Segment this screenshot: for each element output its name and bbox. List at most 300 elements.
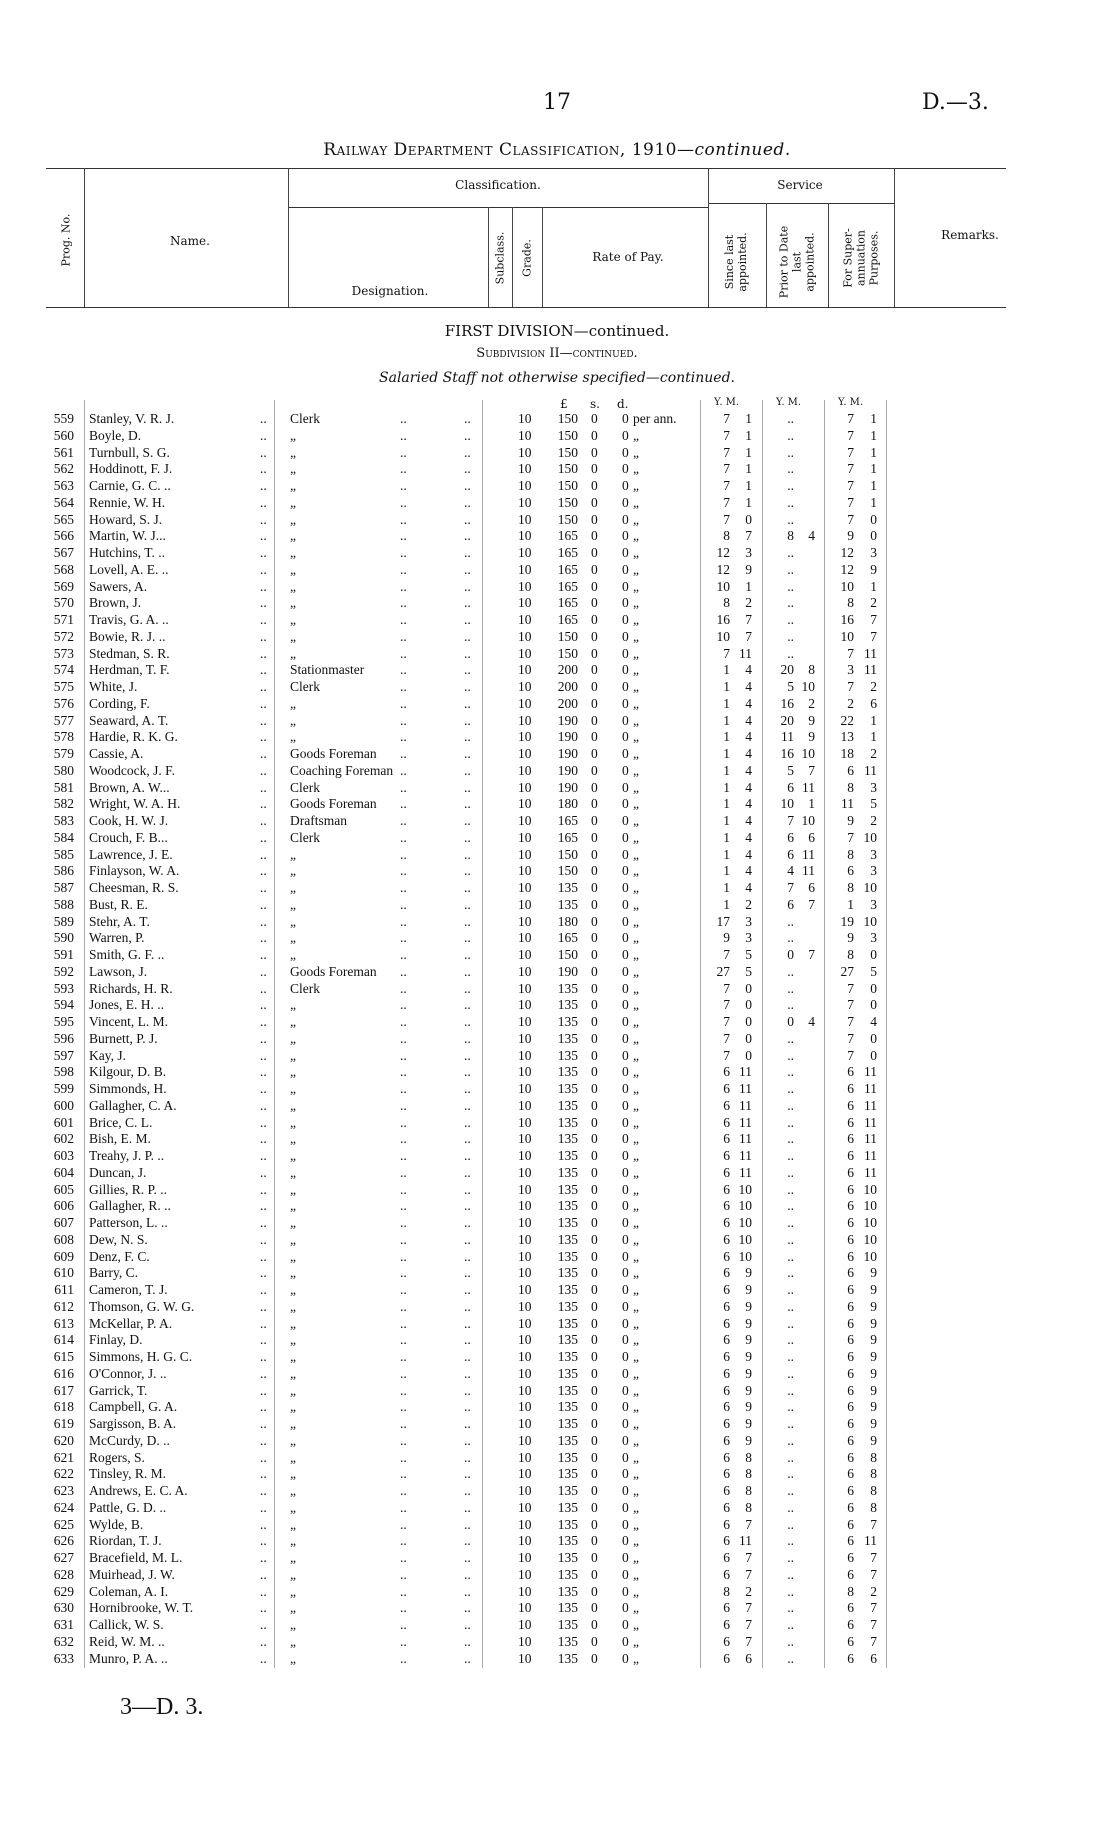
dot-leader: .. <box>260 679 267 694</box>
grade: 10 <box>518 1164 532 1180</box>
rate-pence: 0 <box>622 762 629 778</box>
designation: „ <box>290 561 296 577</box>
prog-no: 624 <box>53 1499 74 1515</box>
prior-years: .. <box>787 1349 794 1364</box>
staff-name: Munro, P. A. .. <box>89 1650 168 1666</box>
prior-years: .. <box>787 1231 794 1247</box>
rate-shillings: 0 <box>591 863 598 879</box>
grade: 10 <box>518 662 532 678</box>
staff-name: Hoddinott, F. J. <box>89 461 173 477</box>
col-subclass: Subclass. <box>493 231 507 285</box>
rate-shillings: 0 <box>591 1164 598 1180</box>
staff-name: Barry, C. <box>89 1265 138 1281</box>
table-row <box>0 1450 1114 1467</box>
since-months: 2 <box>745 896 752 912</box>
dot-leader: .. <box>464 863 471 879</box>
rate-pence: 0 <box>622 1047 629 1063</box>
grade: 10 <box>518 628 532 644</box>
dot-leader: .. <box>400 545 407 560</box>
dot-leader: .. <box>400 494 407 510</box>
staff-name: O'Connor, J. .. <box>89 1365 167 1381</box>
prior-months: 7 <box>808 762 815 778</box>
rate-pence: 0 <box>622 863 629 879</box>
grade: 10 <box>518 980 532 996</box>
dot-leader: .. <box>400 880 407 895</box>
super-months: 0 <box>870 947 877 962</box>
super-years: 19 <box>840 913 854 929</box>
rate-pence: 0 <box>622 1282 629 1297</box>
since-months: 9 <box>745 1432 752 1448</box>
dot-leader: .. <box>400 1030 407 1046</box>
rate-pounds: 135 <box>557 1466 578 1482</box>
since-years: 7 <box>723 997 730 1013</box>
super-months: 9 <box>870 1399 877 1415</box>
dot-leader: .. <box>400 980 407 996</box>
since-years: 1 <box>723 695 730 711</box>
staff-name: Herdman, T. F. <box>89 662 170 678</box>
rate-period: „ <box>633 1432 639 1448</box>
rate-period: „ <box>633 528 639 544</box>
rate-period: „ <box>633 1131 639 1147</box>
staff-name: Howard, S. J. <box>89 511 163 527</box>
prior-years: .. <box>787 930 794 946</box>
dot-leader: .. <box>400 1081 407 1096</box>
rate-shillings: 0 <box>591 1550 598 1565</box>
super-months: 7 <box>870 612 877 627</box>
staff-name: Lovell, A. E. .. <box>89 561 169 577</box>
super-months: 2 <box>870 813 877 828</box>
super-years: 7 <box>847 427 854 443</box>
dot-leader: .. <box>400 863 407 879</box>
prog-no: 625 <box>53 1516 74 1532</box>
super-years: 6 <box>847 1064 854 1080</box>
table-row <box>0 595 1114 612</box>
prog-no: 622 <box>53 1466 74 1482</box>
since-months: 10 <box>738 1231 752 1247</box>
dot-leader: .. <box>260 1014 267 1029</box>
since-months: 8 <box>745 1466 752 1482</box>
since-years: 6 <box>723 1298 730 1314</box>
dot-leader: .. <box>260 461 267 477</box>
super-years: 6 <box>847 762 854 778</box>
since-months: 10 <box>738 1198 752 1214</box>
staff-name: Simmonds, H. <box>89 1081 167 1096</box>
dot-leader: .. <box>464 1449 471 1465</box>
rate-pounds: 135 <box>557 1215 578 1230</box>
rate-shillings: 0 <box>591 913 598 929</box>
since-years: 6 <box>723 1550 730 1565</box>
designation: „ <box>290 1382 296 1398</box>
since-years: 7 <box>723 980 730 996</box>
table-row <box>0 729 1114 746</box>
dot-leader: .. <box>260 1600 267 1616</box>
since-years: 6 <box>723 1416 730 1431</box>
dot-leader: .. <box>260 1047 267 1063</box>
prior-years: 8 <box>787 528 794 544</box>
super-months: 2 <box>870 746 877 761</box>
col-prog-no: Prog. No. <box>59 213 73 267</box>
grade: 10 <box>518 1047 532 1063</box>
dot-leader: .. <box>260 494 267 510</box>
grade: 10 <box>518 746 532 761</box>
prog-no: 583 <box>53 813 74 828</box>
designation: Goods Foreman <box>290 963 377 979</box>
table-row <box>0 1282 1114 1299</box>
since-years: 8 <box>723 528 730 544</box>
prior-months: 4 <box>808 528 815 544</box>
prog-no: 596 <box>53 1030 74 1046</box>
rate-shillings: 0 <box>591 1298 598 1314</box>
prior-years: .. <box>787 444 794 460</box>
since-months: 5 <box>745 963 752 979</box>
super-years: 6 <box>847 1516 854 1532</box>
dot-leader: .. <box>260 1064 267 1080</box>
super-years: 6 <box>847 1365 854 1381</box>
prog-no: 619 <box>53 1416 74 1431</box>
super-months: 3 <box>870 930 877 946</box>
super-months: 11 <box>864 1164 877 1180</box>
designation: „ <box>290 997 296 1013</box>
grade: 10 <box>518 796 532 812</box>
grade: 10 <box>518 528 532 544</box>
rate-shillings: 0 <box>591 963 598 979</box>
dot-leader: .. <box>260 1566 267 1582</box>
rate-period: „ <box>633 1600 639 1616</box>
prior-months: 1 <box>808 796 815 812</box>
prior-years: .. <box>787 1449 794 1465</box>
since-months: 9 <box>745 1382 752 1398</box>
since-years: 6 <box>723 1466 730 1482</box>
staff-name: Brice, C. L. <box>89 1114 153 1130</box>
dot-leader: .. <box>464 913 471 929</box>
rate-pence: 0 <box>622 478 629 493</box>
table-row <box>0 713 1114 730</box>
rate-pounds: 135 <box>557 1449 578 1465</box>
designation: „ <box>290 1566 296 1582</box>
grade: 10 <box>518 1349 532 1364</box>
dot-leader: .. <box>464 1047 471 1063</box>
rate-pence: 0 <box>622 1650 629 1666</box>
since-months: 0 <box>745 1014 752 1029</box>
since-months: 11 <box>739 645 752 661</box>
rate-pence: 0 <box>622 1600 629 1616</box>
table-row <box>0 780 1114 797</box>
designation: Clerk <box>290 980 320 996</box>
staff-name: Riordan, T. J. <box>89 1533 162 1549</box>
grade: 10 <box>518 427 532 443</box>
since-months: 4 <box>745 796 752 812</box>
dot-leader: .. <box>260 980 267 996</box>
table-row <box>0 813 1114 830</box>
dot-leader: .. <box>260 1298 267 1314</box>
prior-years: .. <box>787 963 794 979</box>
dot-leader: .. <box>260 1265 267 1281</box>
rate-pence: 0 <box>622 1432 629 1448</box>
super-months: 1 <box>870 578 877 594</box>
super-years: 6 <box>847 1282 854 1297</box>
staff-name: Vincent, L. M. <box>89 1014 169 1029</box>
dot-leader: .. <box>464 1583 471 1599</box>
rate-period: „ <box>633 1248 639 1264</box>
dot-leader: .. <box>464 411 471 426</box>
staff-name: Sargisson, B. A. <box>89 1416 177 1431</box>
rate-shillings: 0 <box>591 427 598 443</box>
rate-period: „ <box>633 1416 639 1431</box>
designation: „ <box>290 1432 296 1448</box>
dot-leader: .. <box>464 1399 471 1415</box>
prior-years: .. <box>787 461 794 477</box>
rate-pounds: 135 <box>557 1231 578 1247</box>
rate-period: „ <box>633 1382 639 1398</box>
super-years: 7 <box>847 494 854 510</box>
since-years: 1 <box>723 829 730 845</box>
table-row <box>0 1165 1114 1182</box>
since-years: 1 <box>723 729 730 745</box>
dot-leader: .. <box>400 947 407 962</box>
grade: 10 <box>518 997 532 1013</box>
staff-name: Lawson, J. <box>89 963 148 979</box>
dot-leader: .. <box>464 1114 471 1130</box>
rate-pounds: 135 <box>557 1349 578 1364</box>
rate-pence: 0 <box>622 1566 629 1582</box>
grade: 10 <box>518 1550 532 1565</box>
rate-shillings: 0 <box>591 1064 598 1080</box>
rate-period: „ <box>633 645 639 661</box>
dot-leader: .. <box>464 427 471 443</box>
dot-leader: .. <box>464 1215 471 1230</box>
rate-shillings: 0 <box>591 645 598 661</box>
since-years: 12 <box>716 545 730 560</box>
dot-leader: .. <box>464 1231 471 1247</box>
dot-leader: .. <box>400 1198 407 1214</box>
rate-shillings: 0 <box>591 846 598 862</box>
dot-leader: .. <box>464 1617 471 1632</box>
rate-pence: 0 <box>622 461 629 477</box>
rate-period: „ <box>633 1215 639 1230</box>
rate-pounds: 150 <box>557 645 578 661</box>
super-years: 6 <box>847 1382 854 1398</box>
table-row <box>0 1500 1114 1517</box>
rate-shillings: 0 <box>591 511 598 527</box>
grade: 10 <box>518 1600 532 1616</box>
dot-leader: .. <box>260 444 267 460</box>
rate-pence: 0 <box>622 880 629 895</box>
staff-name: Kilgour, D. B. <box>89 1064 167 1080</box>
grade: 10 <box>518 930 532 946</box>
dot-leader: .. <box>400 561 407 577</box>
super-months: 6 <box>870 1650 877 1666</box>
since-years: 6 <box>723 1114 730 1130</box>
prog-no: 569 <box>53 578 74 594</box>
rate-pence: 0 <box>622 896 629 912</box>
rate-period: „ <box>633 1064 639 1080</box>
rate-pence: 0 <box>622 1583 629 1599</box>
prior-years: .. <box>787 913 794 929</box>
dot-leader: .. <box>260 712 267 728</box>
since-years: 6 <box>723 1483 730 1498</box>
table-row <box>0 1115 1114 1132</box>
table-row <box>0 1517 1114 1534</box>
rate-shillings: 0 <box>591 1633 598 1649</box>
since-months: 1 <box>745 444 752 460</box>
rate-pence: 0 <box>622 511 629 527</box>
since-months: 7 <box>745 612 752 627</box>
rate-shillings: 0 <box>591 1533 598 1549</box>
since-years: 6 <box>723 1399 730 1415</box>
since-months: 4 <box>745 863 752 879</box>
table-row <box>0 1584 1114 1601</box>
rate-pounds: 135 <box>557 1097 578 1113</box>
designation: „ <box>290 1466 296 1482</box>
dot-leader: .. <box>260 595 267 611</box>
since-months: 10 <box>738 1215 752 1230</box>
rate-pence: 0 <box>622 963 629 979</box>
dot-leader: .. <box>464 980 471 996</box>
designation: „ <box>290 494 296 510</box>
rate-shillings: 0 <box>591 1583 598 1599</box>
super-years: 6 <box>847 1081 854 1096</box>
rate-period: „ <box>633 947 639 962</box>
rate-pounds: 135 <box>557 1298 578 1314</box>
super-months: 5 <box>870 796 877 812</box>
col-remarks: Remarks. <box>941 228 999 242</box>
staff-name: Garrick, T. <box>89 1382 148 1398</box>
grade: 10 <box>518 612 532 627</box>
table-row <box>0 1634 1114 1651</box>
super-years: 6 <box>847 1164 854 1180</box>
rate-pounds: 135 <box>557 896 578 912</box>
since-years: 6 <box>723 1198 730 1214</box>
rate-period: „ <box>633 1231 639 1247</box>
dot-leader: .. <box>464 1064 471 1080</box>
prior-months: 2 <box>808 695 815 711</box>
title-suffix: —continued. <box>677 140 791 160</box>
prog-no: 582 <box>53 796 74 812</box>
since-years: 6 <box>723 1282 730 1297</box>
staff-name: Cook, H. W. J. <box>89 813 169 828</box>
rate-pounds: 135 <box>557 1382 578 1398</box>
super-months: 7 <box>870 1617 877 1632</box>
dot-leader: .. <box>260 913 267 929</box>
staff-name: Seaward, A. T. <box>89 712 169 728</box>
since-months: 11 <box>739 1533 752 1549</box>
super-months: 7 <box>870 1566 877 1582</box>
table-row <box>0 897 1114 914</box>
dot-leader: .. <box>400 478 407 493</box>
table-row <box>0 1651 1114 1668</box>
designation: „ <box>290 1198 296 1214</box>
prog-no: 621 <box>53 1449 74 1465</box>
rate-shillings: 0 <box>591 762 598 778</box>
rate-shillings: 0 <box>591 930 598 946</box>
rate-pence: 0 <box>622 1097 629 1113</box>
designation: „ <box>290 947 296 962</box>
prior-years: 16 <box>780 695 794 711</box>
grade: 10 <box>518 695 532 711</box>
prog-no: 626 <box>53 1533 74 1549</box>
since-months: 4 <box>745 662 752 678</box>
table-row <box>0 696 1114 713</box>
designation: „ <box>290 628 296 644</box>
rate-pence: 0 <box>622 679 629 694</box>
prior-months: 11 <box>802 863 815 879</box>
super-months: 0 <box>870 980 877 996</box>
dot-leader: .. <box>400 1600 407 1616</box>
designation: „ <box>290 880 296 895</box>
table-row <box>0 1332 1114 1349</box>
dot-leader: .. <box>400 1349 407 1364</box>
dot-leader: .. <box>260 1633 267 1649</box>
dot-leader: .. <box>464 612 471 627</box>
rate-pence: 0 <box>622 1298 629 1314</box>
super-years: 6 <box>847 1449 854 1465</box>
grade: 10 <box>518 444 532 460</box>
rate-pounds: 190 <box>557 746 578 761</box>
super-months: 8 <box>870 1466 877 1482</box>
prior-years: 5 <box>787 679 794 694</box>
since-years: 17 <box>716 913 730 929</box>
designation: „ <box>290 1181 296 1197</box>
designation: „ <box>290 846 296 862</box>
header-divider <box>894 168 895 307</box>
since-months: 11 <box>739 1114 752 1130</box>
since-months: 3 <box>745 545 752 560</box>
dot-leader: .. <box>464 679 471 694</box>
rate-shillings: 0 <box>591 1315 598 1331</box>
since-years: 6 <box>723 1131 730 1147</box>
dot-leader: .. <box>260 1131 267 1147</box>
dot-leader: .. <box>260 762 267 778</box>
prior-years: .. <box>787 545 794 560</box>
designation: Clerk <box>290 779 320 795</box>
designation: „ <box>290 511 296 527</box>
staff-name: Reid, W. M. .. <box>89 1633 165 1649</box>
super-years: 6 <box>847 1265 854 1281</box>
header-divider <box>708 168 709 307</box>
table-row <box>0 930 1114 947</box>
rate-period: „ <box>633 1633 639 1649</box>
prog-no: 630 <box>53 1600 74 1616</box>
grade: 10 <box>518 1030 532 1046</box>
designation: „ <box>290 1064 296 1080</box>
since-months: 5 <box>745 947 752 962</box>
super-years: 8 <box>847 880 854 895</box>
rate-pounds: 165 <box>557 578 578 594</box>
staff-name: Cameron, T. J. <box>89 1282 168 1297</box>
prior-years: .. <box>787 1215 794 1230</box>
prior-years: 10 <box>780 796 794 812</box>
staff-name: Finlay, D. <box>89 1332 143 1348</box>
prog-no: 575 <box>53 679 74 694</box>
prog-no: 628 <box>53 1566 74 1582</box>
staff-name: Rogers, S. <box>89 1449 145 1465</box>
prog-no: 590 <box>53 930 74 946</box>
grade: 10 <box>518 1181 532 1197</box>
rate-shillings: 0 <box>591 1483 598 1498</box>
rate-pence: 0 <box>622 1483 629 1498</box>
dot-leader: .. <box>464 1332 471 1348</box>
dot-leader: .. <box>400 1282 407 1297</box>
staff-name: Muirhead, J. W. <box>89 1566 175 1582</box>
rate-shillings: 0 <box>591 1432 598 1448</box>
prior-months: 9 <box>808 712 815 728</box>
prog-no: 609 <box>53 1248 74 1264</box>
dot-leader: .. <box>400 595 407 611</box>
since-years: 7 <box>723 444 730 460</box>
rate-shillings: 0 <box>591 813 598 828</box>
rate-pounds: 150 <box>557 411 578 426</box>
super-years: 6 <box>847 1248 854 1264</box>
